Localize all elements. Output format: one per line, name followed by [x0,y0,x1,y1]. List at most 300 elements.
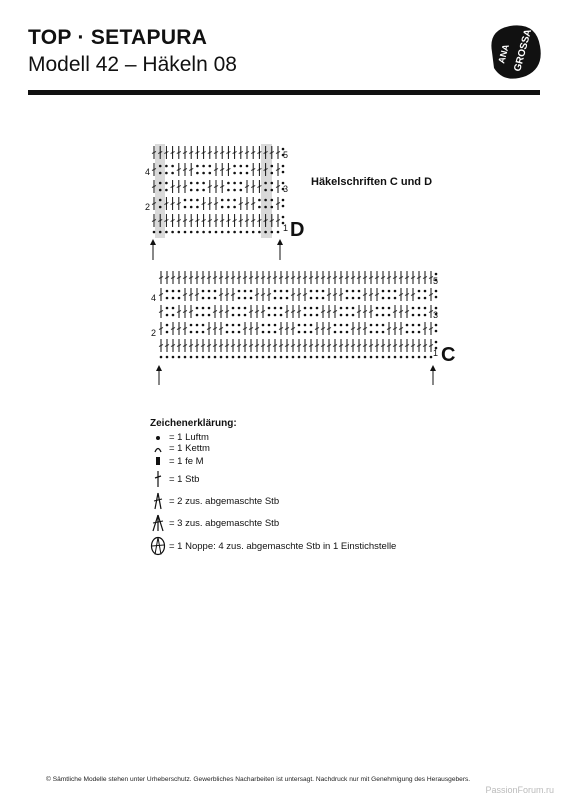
chain-stitch [418,314,421,317]
chain-stitch [233,172,236,175]
chain-stitch [256,356,259,359]
chain-stitch [221,231,224,234]
chain-stitch [280,356,283,359]
chain-stitch [202,324,205,327]
chain-stitch [274,356,277,359]
legend [150,418,396,558]
chain-stitch [264,206,267,209]
chain-stitch [274,324,277,327]
chain-stitch [226,324,229,327]
chain-stitch [328,356,331,359]
chain-stitch [322,290,325,293]
chain-stitch [388,290,391,293]
chain-stitch [274,290,277,293]
chain-stitch [268,307,271,310]
chain-stitch [271,182,274,185]
chain-stitch [196,206,199,209]
chain-stitch [214,356,217,359]
chain-stitch [208,290,211,293]
chain-stitch [400,356,403,359]
chain-stitch [340,314,343,317]
chain-stitch [190,199,193,202]
chain-stitch [435,330,438,333]
chain-stitch [388,307,391,310]
chain-stitch [364,356,367,359]
chain-stitch [310,324,313,327]
chain-stitch [424,290,427,293]
chain-stitch [412,331,415,334]
chain-stitch [178,356,181,359]
chain-stitch [271,165,274,168]
chain-stitch [346,314,349,317]
row-number-3: 3 [283,184,289,194]
chain-stitch [244,314,247,317]
chain-stitch-icon [150,434,166,442]
crochet-chart-c [145,265,465,390]
chain-stitch [258,231,261,234]
chain-stitch [250,297,253,300]
chain-stitch [280,314,283,317]
chain-stitch [271,206,274,209]
chain-stitch [352,356,355,359]
chain-stitch [346,297,349,300]
chain-stitch [298,331,301,334]
chain-stitch [165,182,168,185]
chain-stitch [274,307,277,310]
chain-stitch [304,331,307,334]
chain-stitch [166,314,169,317]
chain-stitch [322,297,325,300]
chain-stitch [406,324,409,327]
chain-stitch [208,307,211,310]
chain-stitch [214,290,217,293]
chain-stitch [376,356,379,359]
chain-stitch [244,356,247,359]
chain-stitch [340,331,343,334]
chain-stitch [316,356,319,359]
chain-stitch [310,290,313,293]
chain-stitch [196,331,199,334]
chain-stitch [250,356,253,359]
chain-stitch [190,356,193,359]
row-number-4: 4 [145,167,151,177]
chain-stitch [370,331,373,334]
three-together-icon [150,514,166,532]
chain-stitch [246,231,249,234]
legend-item-chain: = 1 Luftm [150,432,396,443]
chain-stitch [221,206,224,209]
chain-stitch [268,324,271,327]
chain-stitch [435,290,438,293]
chain-stitch [209,172,212,175]
watermark: PassionForum.ru [485,785,554,795]
legend-item-single: = 1 fe M [150,454,396,468]
chain-stitch [376,314,379,317]
chain-stitch [159,206,162,209]
chain-stitch [282,216,285,219]
chain-stitch [196,182,199,185]
chain-stitch [262,331,265,334]
chain-stitch [370,356,373,359]
chain-stitch [190,324,193,327]
chain-stitch [352,307,355,310]
chain-stitch [166,307,169,310]
chain-stitch [232,356,235,359]
chain-stitch [286,290,289,293]
chain-stitch [304,307,307,310]
chain-stitch [258,199,261,202]
chain-stitch [238,290,241,293]
chain-stitch [310,331,313,334]
chain-stitch [159,199,162,202]
chain-stitch [246,165,249,168]
chain-stitch [244,290,247,293]
chain-stitch [178,231,181,234]
legend-item-two-together: = 2 zus. abgemaschte Stb [150,490,396,512]
chain-stitch [358,290,361,293]
chain-stitch [215,231,218,234]
row-number-1: 1 [433,348,439,358]
chain-stitch [334,356,337,359]
chain-stitch [310,314,313,317]
chain-stitch [178,297,181,300]
chain-stitch [435,296,438,299]
logo-text-ana: ANA [496,43,511,65]
chain-stitch [240,189,243,192]
chain-stitch [334,324,337,327]
chain-stitch [252,231,255,234]
chain-stitch [159,182,162,185]
chain-stitch [340,324,343,327]
chain-stitch [412,314,415,317]
chain-stitch [227,231,230,234]
chain-stitch [268,314,271,317]
legend-title: Zeichenerklärung: [150,418,237,429]
chain-stitch [244,297,247,300]
chain-stitch [406,356,409,359]
chain-stitch [202,231,205,234]
chain-stitch [171,231,174,234]
chain-stitch [376,331,379,334]
row-number-2: 2 [145,202,151,212]
chain-stitch [346,307,349,310]
chain-stitch [227,199,230,202]
chain-stitch [271,189,274,192]
legend-item-slip: = 1 Kettm [150,443,396,454]
chain-stitch [238,307,241,310]
start-arrow-left [150,239,156,260]
chain-stitch [172,307,175,310]
row-number-5: 5 [283,150,289,160]
chain-stitch [202,182,205,185]
chain-stitch [424,297,427,300]
chain-stitch [233,231,236,234]
chain-stitch [388,314,391,317]
chain-stitch [202,172,205,175]
chain-stitch [262,356,265,359]
chain-stitch [358,297,361,300]
chain-stitch [304,324,307,327]
chain-stitch [340,307,343,310]
double-crochet-icon [150,470,166,488]
chain-stitch [394,356,397,359]
chain-stitch [196,189,199,192]
chain-stitch [346,290,349,293]
chain-stitch [382,297,385,300]
chain-stitch [280,290,283,293]
repeat-shade-right [261,144,272,238]
chain-stitch [376,324,379,327]
chain-stitch [435,324,438,327]
chain-stitch [310,297,313,300]
chain-stitch [238,324,241,327]
chain-stitch [221,199,224,202]
chain-stitch [316,307,319,310]
chain-stitch [172,356,175,359]
chain-stitch [202,165,205,168]
chain-stitch [240,165,243,168]
legend-item-three-together: = 3 zus. abgemaschte Stb [150,512,396,534]
chain-stitch [282,165,285,168]
chain-stitch [196,307,199,310]
chain-stitch [184,356,187,359]
chain-stitch [435,307,438,310]
chain-stitch [159,165,162,168]
chain-stitch [232,331,235,334]
chain-stitch [412,307,415,310]
chain-stitch [418,356,421,359]
chain-stitch [166,297,169,300]
chain-stitch [232,307,235,310]
chain-stitch [304,356,307,359]
chain-stitch [238,331,241,334]
chain-stitch [382,290,385,293]
chain-stitch [298,356,301,359]
chain-stitch [232,324,235,327]
chain-stitch [340,356,343,359]
chain-stitch [166,324,169,327]
chain-stitch [232,314,235,317]
chain-stitch [316,297,319,300]
chain-stitch [208,297,211,300]
chain-stitch [274,331,277,334]
chain-stitch [233,165,236,168]
two-together-icon [150,492,166,510]
chain-stitch [346,356,349,359]
chain-stitch [264,182,267,185]
chain-stitch [346,331,349,334]
chain-stitch [190,206,193,209]
chain-stitch [430,356,433,359]
chain-stitch [184,199,187,202]
chain-stitch [238,356,241,359]
chain-stitch [286,297,289,300]
chain-stitch [316,314,319,317]
chain-stitch [322,356,325,359]
chain-stitch [258,206,261,209]
chain-stitch [244,307,247,310]
chain-stitch [271,172,274,175]
chain-stitch [159,231,162,234]
chain-stitch [268,331,271,334]
chain-stitch [250,290,253,293]
logo-text-grossa: GROSSA [512,28,535,73]
chain-stitch [358,356,361,359]
chain-stitch [376,307,379,310]
chain-stitch [370,324,373,327]
brand-logo [486,22,544,82]
chain-stitch [406,331,409,334]
chain-stitch [382,314,385,317]
chain-stitch [268,356,271,359]
chain-stitch [214,297,217,300]
chain-stitch [352,314,355,317]
chain-stitch [238,297,241,300]
chain-stitch [233,199,236,202]
row-number-1: 1 [283,223,289,233]
chain-stitch [346,324,349,327]
crochet-chart-d [140,140,310,265]
chain-stitch [171,172,174,175]
chain-stitch [316,290,319,293]
chart-label-c: C [441,344,456,366]
chain-stitch [209,165,212,168]
chain-stitch [424,307,427,310]
chain-stitch [172,314,175,317]
end-arrow-right [430,365,436,385]
chain-stitch [159,189,162,192]
chain-stitch [166,331,169,334]
chain-stitch [277,231,280,234]
bobble-icon [150,536,166,556]
chain-stitch [178,290,181,293]
chain-stitch [226,356,229,359]
chain-stitch [304,314,307,317]
chain-stitch [196,165,199,168]
chain-stitch [264,189,267,192]
chain-stitch [264,199,267,202]
chain-stitch [202,189,205,192]
chain-stitch [159,172,162,175]
chain-stitch [435,341,438,344]
chain-stitch [334,331,337,334]
header-rule [28,90,540,95]
chain-stitch [394,297,397,300]
chain-stitch [196,199,199,202]
chain-stitch [165,189,168,192]
chain-stitch [202,290,205,293]
chain-stitch [246,172,249,175]
chain-stitch [172,290,175,293]
chain-stitch [220,356,223,359]
chain-stitch [196,324,199,327]
chain-stitch [165,231,168,234]
charts-heading: Häkelschriften C und D [311,176,433,188]
chain-stitch [165,165,168,168]
chain-stitch [190,331,193,334]
chain-stitch [298,324,301,327]
chain-stitch [424,356,427,359]
chain-stitch [382,356,385,359]
chain-stitch [382,324,385,327]
chain-stitch [274,314,277,317]
chain-stitch [388,356,391,359]
chain-stitch [196,172,199,175]
chain-stitch [280,297,283,300]
chain-stitch [172,297,175,300]
chain-stitch [190,231,193,234]
chart-label-d: D [290,219,305,241]
chain-stitch [282,199,285,202]
chain-stitch [418,331,421,334]
chain-stitch [196,314,199,317]
chain-stitch [382,331,385,334]
chain-stitch [190,189,193,192]
chain-stitch [196,231,199,234]
chain-stitch [282,205,285,208]
chain-stitch [418,297,421,300]
legend-item-double: = 1 Stb [150,468,396,490]
page-title: TOP · SETAPURA [28,26,208,49]
chain-stitch [208,314,211,317]
chain-stitch [292,356,295,359]
chain-stitch [418,324,421,327]
row-number-2: 2 [151,328,157,338]
chain-stitch [282,171,285,174]
chain-stitch [160,356,163,359]
row-number-3: 3 [433,310,439,320]
legend-item-bobble: = 1 Noppe: 4 zus. abgemaschte Stb in 1 Einstichstelle [150,534,396,558]
chain-stitch [264,231,267,234]
chain-stitch [202,331,205,334]
chain-stitch [233,189,236,192]
chain-stitch [286,356,289,359]
chain-stitch [435,273,438,276]
chain-stitch [209,231,212,234]
chain-stitch [382,307,385,310]
chain-stitch [184,206,187,209]
chain-stitch [271,199,274,202]
slip-stitch-icon [150,445,166,453]
chain-stitch [196,356,199,359]
chain-stitch [166,290,169,293]
chain-stitch [238,314,241,317]
chain-stitch [226,331,229,334]
chain-stitch [233,182,236,185]
chain-stitch [202,297,205,300]
chain-stitch [227,206,230,209]
chain-stitch [418,290,421,293]
start-arrow-left [156,365,162,385]
chain-stitch [171,165,174,168]
chain-stitch [412,324,415,327]
chain-stitch [202,356,205,359]
row-number-5: 5 [433,276,439,286]
chain-stitch [202,314,205,317]
copyright-footer: © Sämtliche Modelle stehen unter Urheberschutz. Gewerbliches Nacharbeiten ist untersagt. Nachdruck nur mit Genehmigung des Herausgebers. [46,776,471,783]
chain-stitch [388,297,391,300]
chain-stitch [352,297,355,300]
chain-stitch [227,189,230,192]
chain-stitch [208,356,211,359]
chain-stitch [271,231,274,234]
chain-stitch [233,206,236,209]
chain-stitch [190,182,193,185]
chain-stitch [262,324,265,327]
chain-stitch [274,297,277,300]
chain-stitch [166,356,169,359]
chain-stitch [165,172,168,175]
